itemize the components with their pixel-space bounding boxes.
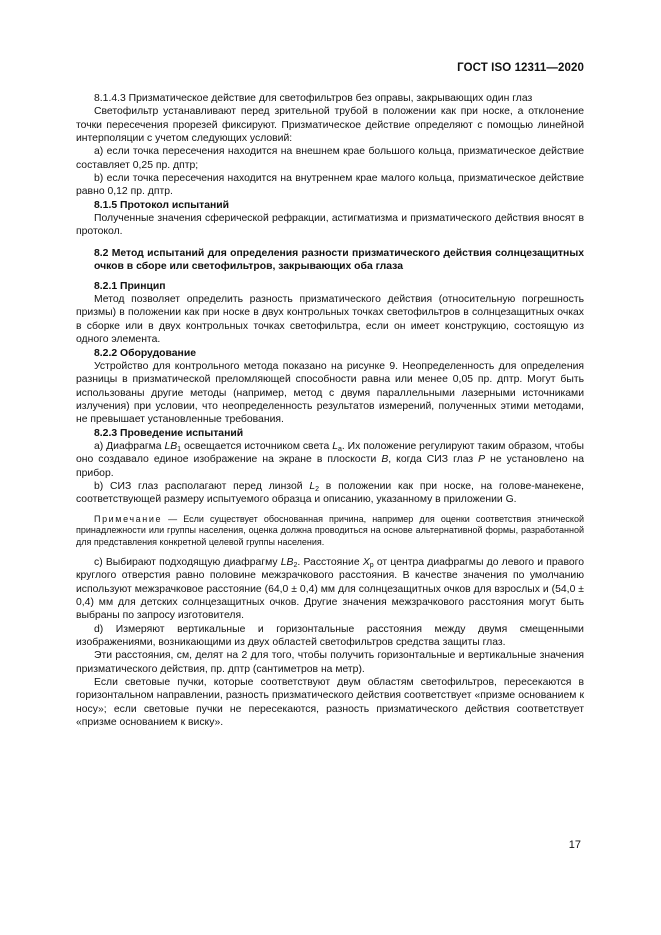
symbol: P bbox=[478, 454, 486, 466]
symbol: LB bbox=[280, 557, 294, 569]
page-number: 17 bbox=[568, 839, 581, 851]
text-run: от центра диафрагмы до левого и правого круглого отверстия равно половине межзрачкового расстояния. В качестве значения по умолчанию используют межзрачковое расстояние (64,0 ± 0,4) мм для солнцезащитных очков для взрослых и (54,0 ± 0,4) мм для детских солнцезащитных очков. Другие значения межзрачкового расстояния могут быть выбраны по запросу изготовителя. bbox=[76, 557, 584, 622]
document-body bbox=[76, 92, 584, 729]
list-item: d) Измеряют вертикальные и горизонтальные расстояния между двумя смещенными изображениями, возникающими из двух областей светофильтров средства защиты глаз. bbox=[76, 623, 584, 649]
subsection-heading: 8.2.2 Оборудование bbox=[94, 347, 196, 359]
paragraph: Светофильтр устанавливают перед зрительной трубой в положении как при носке, а отклонение точки пересечения прорезей фиксируют. Призматическое действие определяют с помощью линейной интерполяции с учетом следующих условий: bbox=[76, 106, 584, 145]
text-run: c) Выбирают подходящую диафрагму bbox=[94, 557, 281, 569]
symbol: LB bbox=[164, 440, 178, 452]
subsection-heading: 8.2.3 Проведение испытаний bbox=[94, 427, 244, 439]
paragraph: Полученные значения сферической рефракции, астигматизма и призматического действия вносят в протокол. bbox=[76, 213, 584, 238]
text-run: освещается источником света bbox=[181, 440, 333, 452]
subscript: 2 bbox=[293, 562, 298, 570]
subscript: 2 bbox=[315, 485, 320, 493]
list-item bbox=[76, 480, 584, 507]
text-run: , когда СИЗ глаз bbox=[388, 454, 479, 466]
text-run: b) СИЗ глаз располагают перед линзой bbox=[94, 480, 310, 492]
paragraph: Устройство для контрольного метода показано на рисунке 9. Неопределенность для определения разницы в призматической преломляющей способности равна или менее 0,05 пр. дптр. Могут быть использованы другие методы (например, метод с двумя параллельными лазерными источниками излучения) при условии, что неопределенность результатов измерений, полученных этими методами, не превышает установленные требования. bbox=[76, 360, 584, 426]
subsection-heading: 8.1.5 Протокол испытаний bbox=[94, 199, 230, 211]
section-heading: 8.2 Метод испытаний для определения разности призматического действия солнцезащитных очков в сборе или светофильтров, закрывающих оба глаза bbox=[94, 247, 584, 273]
list-item: b) если точка пересечения находится на внутреннем крае малого кольца, призматическое действие равно 0,12 пр. дптр. bbox=[76, 173, 584, 198]
symbol: L bbox=[309, 480, 316, 492]
text-run: в положении как при носке, на голове-манекене, соответствующей размеру испытуемого образца и описанию, указанному в приложении G. bbox=[76, 480, 584, 506]
text-run: . Расстояние bbox=[297, 557, 363, 569]
standard-header: ГОСТ ISO 12311—2020 bbox=[457, 62, 584, 74]
paragraph: Метод позволяет определить разность призматического действия (относительную погрешность призмы) в положении как при носке в двух контрольных точках светофильтров в солнцезащитных очках в сборке или в двух контрольных точках светофильтра, если он имеет конструкцию, состоящую из одного элемента. bbox=[76, 294, 584, 346]
text-run: . Их положение регулируют таким образом, чтобы оно создавало единое изображение на экране в плоскости bbox=[76, 440, 584, 466]
subsection-heading: 8.2.1 Принцип bbox=[94, 280, 166, 292]
paragraph: Если световые пучки, которые соответствуют двум областям светофильтров, пересекаются в горизонтальном направлении, разность призматического действия соответствует «призме основанием к носу»; если световые пучки не пересекаются, разность призматического действия соответствует «призме основанием к виску». bbox=[76, 677, 584, 729]
note-label: Примечание bbox=[94, 513, 163, 524]
subscript: p bbox=[369, 562, 374, 570]
paragraph: 8.1.4.3 Призматическое действие для светофильтров без оправы, закрывающих один глаз bbox=[94, 93, 533, 104]
note-text: — Если существует обоснованная причина, например для оценки соответствия этнической принадлежности или группы населения, оценка должна проводиться на основе альтернативной формы, разработанной для представления конкретной целевой группы населения. bbox=[76, 513, 584, 548]
subscript: 1 bbox=[177, 445, 182, 453]
text-run: не установлено на прибор. bbox=[76, 454, 585, 479]
text-run: a) Диафрагма bbox=[94, 440, 165, 452]
note bbox=[76, 514, 584, 549]
symbol: L bbox=[332, 440, 338, 452]
list-item bbox=[76, 556, 584, 623]
symbol: B bbox=[381, 454, 389, 466]
list-item bbox=[76, 440, 584, 480]
paragraph: Эти расстояния, см, делят на 2 для того, чтобы получить горизонтальные и вертикальные значения призматического действия, пр. дптр (сантиметров на метр). bbox=[76, 650, 584, 675]
list-item: a) если точка пересечения находится на внешнем крае большого кольца, призматическое действие составляет 0,25 пр. дптр; bbox=[76, 146, 584, 171]
subscript: a bbox=[337, 445, 342, 453]
symbol: X bbox=[362, 557, 370, 569]
